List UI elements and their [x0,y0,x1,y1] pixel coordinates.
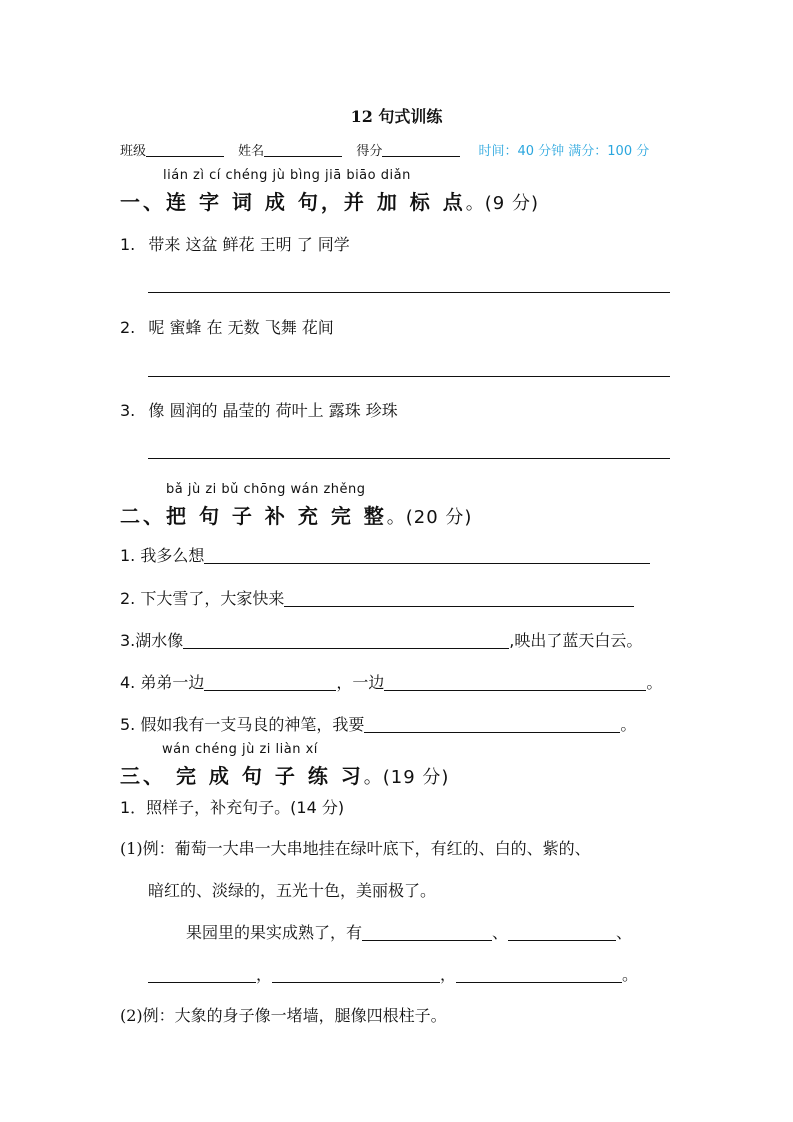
section1-score: 。(9 分) [465,193,539,214]
s2-item-2-blank[interactable] [284,592,634,607]
s2-item-3-after: ,映出了蓝天白云。 [509,631,643,650]
section3-pinyin: wán chéng jù zi liàn xí [162,742,318,757]
s2-item-2 [120,586,634,609]
s3-fill1-blank-3[interactable] [148,968,256,983]
s2-item-2-num: 2. [120,589,136,608]
s1-item-3 [120,398,398,421]
info-row [120,140,649,159]
s3-example1-line1: (1)例：葡萄一大串一大串地挂在绿叶底下，有红的、白的、紫的、 [120,839,591,858]
s2-item-5-blank[interactable] [364,718,620,733]
s2-item-5-text: 假如我有一支马良的神笔，我要 [140,715,365,734]
section1-heading-text: 一、连 字 词 成 句，并 加 标 点 [120,190,466,214]
s3-fill1-row2 [148,962,638,985]
s1-item-2-words: 呢 蜜蜂 在 无数 飞舞 花间 [148,318,334,337]
s2-item-4-text: 弟弟一边 [140,673,205,692]
s2-item-4-blank-b[interactable] [384,676,646,691]
s3-fill1-blank-2[interactable] [508,926,616,941]
s3-fill1-blank-1[interactable] [362,926,492,941]
name-blank[interactable] [264,144,342,157]
section3-heading-text: 三、 完 成 句 子 练 习 [120,764,364,788]
s3-fill1-text: 果园里的果实成熟了，有 [186,923,363,942]
time-limit: 时间：40 分钟 满分：100 分 [478,144,650,159]
s1-item-1 [120,232,350,255]
s1-item-2 [120,315,334,338]
s1-item-2-num: 2. [120,318,136,337]
s3-fill1-blank-5[interactable] [456,968,622,983]
s1-item-1-num: 1. [120,235,136,254]
s2-item-5 [120,712,636,735]
name-label: 姓名 [238,144,265,159]
s2-item-1 [120,543,650,566]
s3-q1: 1．照样子，补充句子。(14 分) [120,798,345,817]
s3-fill1-row1 [186,920,632,943]
s3-fill1-blank-4[interactable] [272,968,440,983]
s3-fill1-sep-4: ， [440,965,457,984]
s2-item-3-blank[interactable] [183,634,509,649]
section3-score: 。(19 分) [363,767,450,788]
s1-item-3-num: 3. [120,401,136,420]
s2-item-1-num: 1. [120,546,136,565]
s3-fill1-sep-3: ， [256,965,273,984]
section2-heading-text: 二、把 句 子 补 充 完 整 [120,504,387,528]
s2-item-4-blank-a[interactable] [204,676,336,691]
s1-item-3-words: 像 圆润的 晶莹的 荷叶上 露珠 珍珠 [148,401,398,420]
s3-fill1-end: 。 [622,965,639,984]
s3-fill1-sep-2: 、 [616,923,633,942]
class-label: 班级 [120,144,147,159]
score-label: 得分 [356,144,383,159]
s3-example2: (2)例：大象的身子像一堵墙，腿像四根柱子。 [120,1006,447,1025]
s2-item-4-middle: ，一边 [336,673,385,692]
s2-item-4-after: 。 [646,673,663,692]
s3-fill1-sep-1: 、 [492,923,509,942]
s2-item-3-text: 湖水像 [135,631,184,650]
section2-score: 。(20 分) [386,507,473,528]
s1-answer-line-2[interactable] [148,376,670,377]
s2-item-3 [120,628,642,651]
section1-pinyin: lián zì cí chéng jù bìng jiā biāo diǎn [163,168,411,183]
s1-answer-line-3[interactable] [148,458,670,459]
s2-item-2-text: 下大雪了，大家快来 [140,589,285,608]
section2-heading [120,500,472,529]
s2-item-3-num: 3. [120,631,136,650]
s1-answer-line-1[interactable] [148,292,670,293]
page-title: 12 句式训练 [350,107,443,126]
section1-heading [120,186,539,215]
section3-heading [120,760,449,789]
s2-item-4 [120,670,662,693]
s2-item-5-num: 5. [120,715,136,734]
class-blank[interactable] [146,144,224,157]
s3-example1-line2: 暗红的、淡绿的，五光十色，美丽极了。 [148,881,437,900]
s2-item-1-blank[interactable] [204,549,650,564]
s1-item-1-words: 带来 这盆 鲜花 王明 了 同学 [148,235,350,254]
s2-item-4-num: 4. [120,673,136,692]
s2-item-5-after: 。 [620,715,637,734]
section2-pinyin: bǎ jù zi bǔ chōng wán zhěng [166,482,366,497]
score-blank[interactable] [382,144,460,157]
s2-item-1-text: 我多么想 [140,546,205,565]
